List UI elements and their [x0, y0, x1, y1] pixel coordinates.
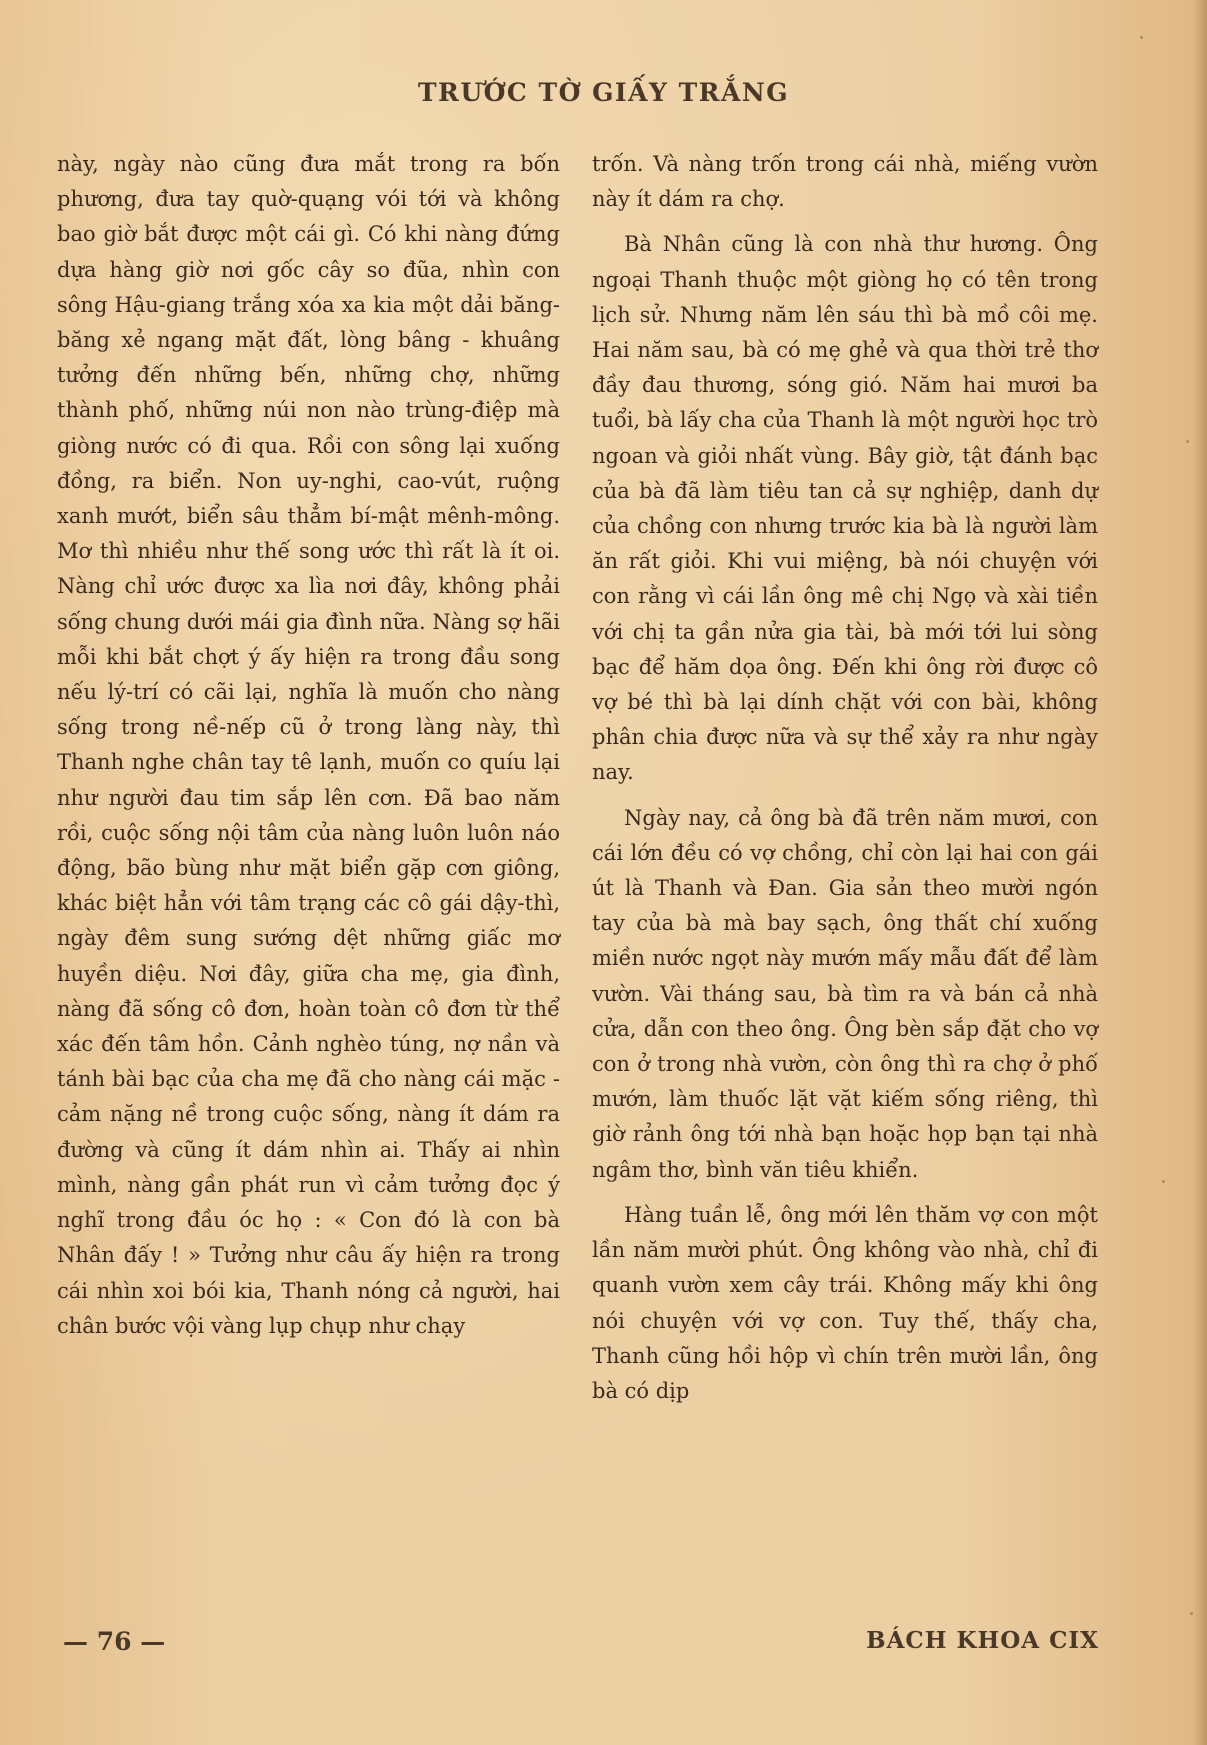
left-paragraph-1: này, ngày nào cũng đưa mắt trong ra bốn phương, đưa tay quờ-quạng vói tới và không bao giờ bắt được một cái gì. Có khi nàng đứng dựa hàng giờ nơi gốc cây so đũa, nhìn con sông Hậu-giang trắng xóa xa kia một dải băng-băng xẻ ngang mặt đất, lòng bâng - khuâng tưởng đến những bến, những chợ, những thành phố, những núi non nào trùng-điệp mà giòng nước có đi qua. Rồi con sông lại xuống đồng, ra biển. Non uy-nghi, cao-vút, ruộng xanh mướt, biển sâu thẳm bí-mật mênh-mông. Mơ thì nhiều như thế song ước thì rất là ít oi. Nàng chỉ ước được xa lìa nơi đây, không phải sống chung dưới mái gia đình nữa. Nàng sợ hãi mỗi khi bắt chợt ý ấy hiện ra trong đầu song nếu lý-trí có cãi lại, nghĩa là muốn cho nàng sống trong nề-nếp cũ ở trong làng này, thì Thanh nghe chân tay tê lạnh, muốn co quíu lại như người đau tim sắp lên cơn. Đã bao năm rồi, cuộc sống nội tâm của nàng luôn luôn náo động, bão bùng như mặt biển gặp cơn giông, khác biệt hẳn với tâm trạng các cô gái dậy-thì, ngày đêm sung sướng dệt những giấc mơ huyền diệu. Nơi đây, giữa cha mẹ, gia đình, nàng đã sống cô đơn, hoàn toàn cô đơn từ thể xác đến tâm hồn. Cảnh nghèo túng, nợ nần và tánh bài bạc của cha mẹ đã cho nàng cái mặc - cảm nặng nề trong cuộc sống, nàng ít dám ra đường và cũng ít dám nhìn ai. Thấy ai nhìn mình, nàng gần phát run vì cảm tưởng đọc ý nghĩ trong đầu óc họ : « Con đó là con bà Nhân đấy ! » Tưởng như câu ấy hiện ra trong cái nhìn xoi bói kia, Thanh nóng cả người, hai chân bước vội vàng lụp chụp như chạy: [57, 152, 560, 1338]
right-paragraph-3: Ngày nay, cả ông bà đã trên năm mươi, con cái lớn đều có vợ chồng, chỉ còn lại hai con gái út là Thanh và Đan. Gia sản theo mười ngón tay của bà mà bay sạch, ông thất chí xuống miền nước ngọt này mướn mấy mẫu đất để làm vườn. Vài tháng sau, bà tìm ra và bán cả nhà cửa, dẫn con theo ông. Ông bèn sắp đặt cho vợ con ở trong nhà vườn, còn ông thì ra chợ ở phố mướn, làm thuốc lặt vặt kiếm sống riêng, thì giờ rảnh ông tới nhà bạn hoặc họp bạn tại nhà ngâm thơ, bình văn tiêu khiển.: [592, 805, 1098, 1182]
right-paragraph-2: Bà Nhân cũng là con nhà thư hương. Ông ngoại Thanh thuộc một giòng họ có tên trong lịch sử. Nhưng năm lên sáu thì bà mồ côi mẹ. Hai năm sau, bà có mẹ ghẻ và qua thời trẻ thơ đầy đau thương, sóng gió. Năm hai mươi ba tuổi, bà lấy cha của Thanh là một người học trò ngoan và giỏi nhất vùng. Bây giờ, tật đánh bạc của bà đã làm tiêu tan cả sự nghiệp, danh dự của chồng con nhưng trước kia bà là người làm ăn rất giỏi. Khi vui miệng, bà nói chuyện với con rằng vì cái lần ông mê chị Ngọ và xài tiền với chị ta gần nửa gia tài, bà mới tới lui sòng bạc để hăm dọa ông. Đến khi ông rời được cô vợ bé thì bà lại dính chặt với con bài, không phân chia được nữa và sự thể xảy ra như ngày nay.: [592, 232, 1098, 785]
paper-speck: [1186, 440, 1189, 443]
paper-speck: [1190, 1612, 1193, 1615]
right-column: [592, 147, 1098, 1409]
right-paragraph-4: Hàng tuần lễ, ông mới lên thăm vợ con một lần năm mười phút. Ông không vào nhà, chỉ đi quanh vườn xem cây trái. Không mấy khi ông nói chuyện với vợ con. Tuy thế, thấy cha, Thanh cũng hồi hộp vì chín trên mười lần, ông bà có dịp: [592, 1202, 1098, 1403]
right-paragraph-1: trốn. Và nàng trốn trong cái nhà, miếng vườn này ít dám ra chợ.: [592, 152, 1098, 212]
page-number: — 76 —: [63, 1627, 166, 1656]
paper-speck: [1140, 36, 1143, 39]
magazine-reference: BÁCH KHOA CIX: [866, 1627, 1099, 1654]
paper-speck: [1162, 1180, 1165, 1183]
running-head: TRƯỚC TỜ GIẤY TRẮNG: [417, 78, 790, 107]
left-column: [57, 147, 560, 1344]
